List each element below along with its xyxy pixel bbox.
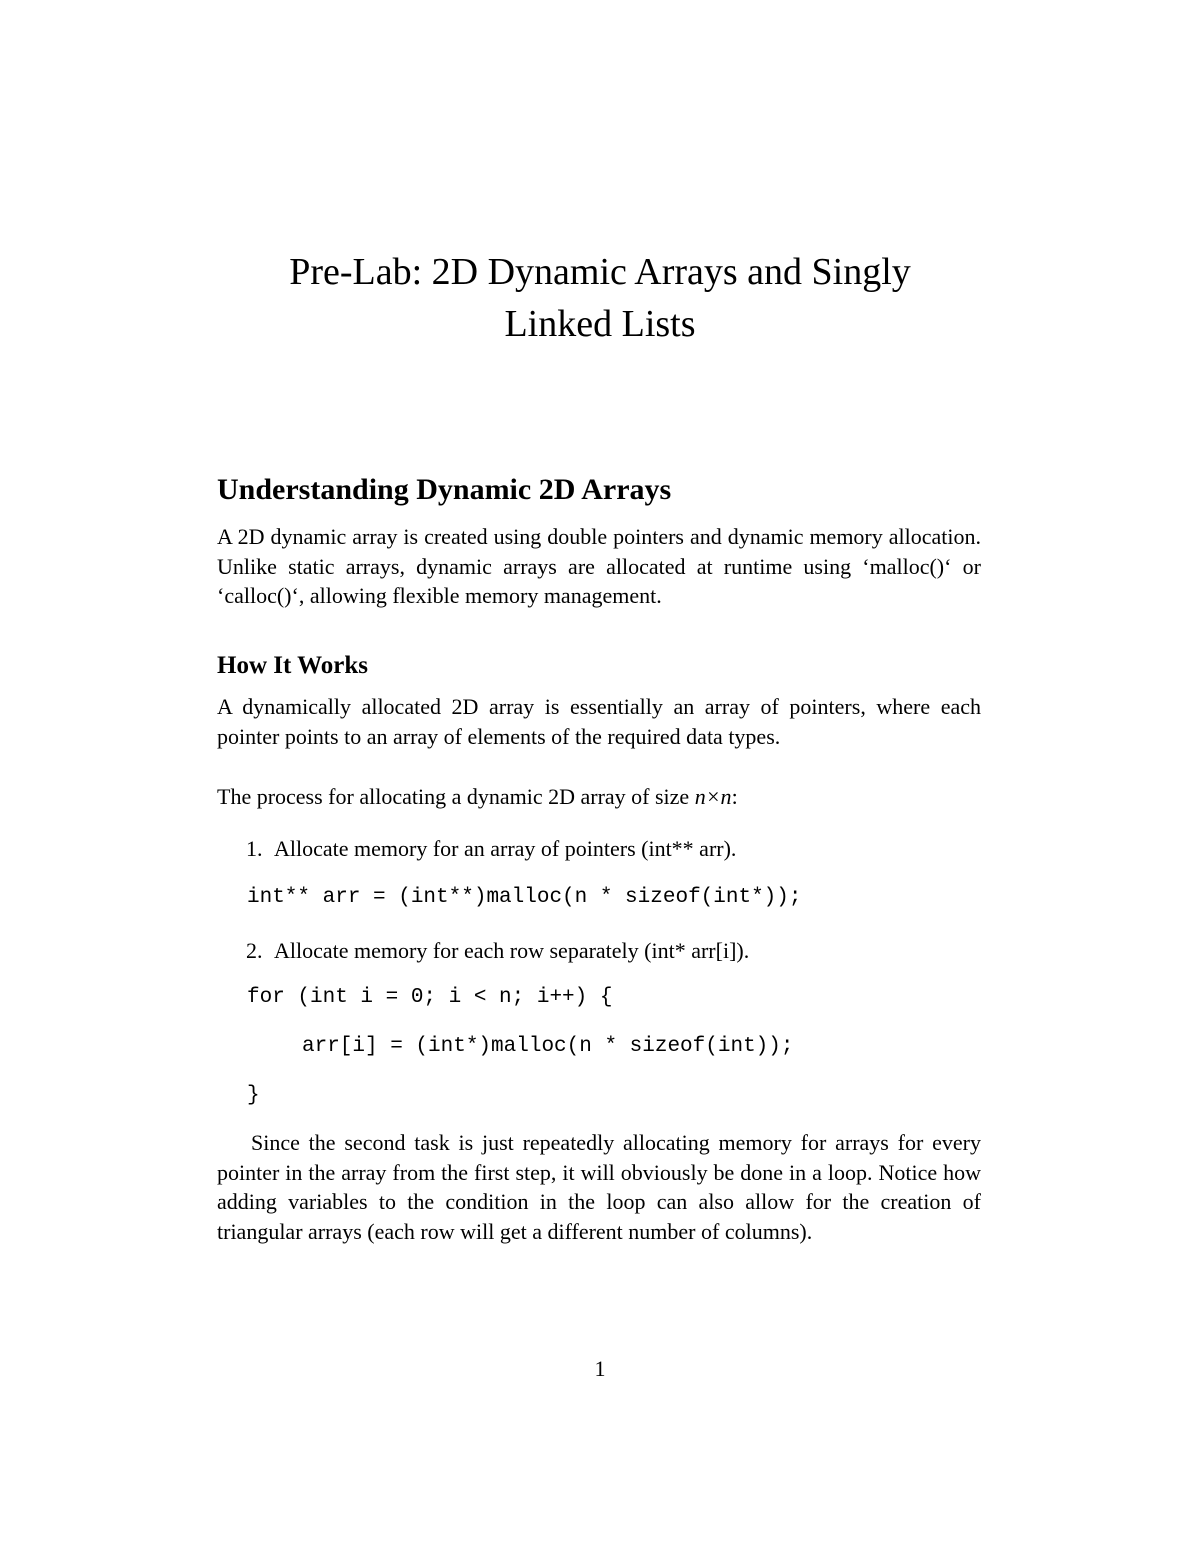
subheading-how-it-works: How It Works [217,652,368,679]
page-number: 1 [594,1356,606,1381]
process-intro-math: n×n [694,784,732,809]
section-heading: Understanding Dynamic 2D Arrays [217,473,672,506]
title-line-2: Linked Lists [504,303,696,345]
process-intro-prefix: The process for allocating a dynamic 2D array of size [217,784,695,809]
step-2-number: 2. [246,938,263,963]
title-line-1: Pre-Lab: 2D Dynamic Arrays and Singly [289,251,911,293]
code-step-2-line-1: for (int i = 0; i < n; i++) { [247,986,613,1009]
process-intro-suffix: : [731,784,738,809]
code-step-2-line-2: arr[i] = (int*)malloc(n * sizeof(int)); [302,1035,794,1058]
step-1 [246,834,736,864]
how-it-works-paragraph: A dynamically allocated 2D array is essentially an array of pointers, where each pointer points to an array of elements of the required data types. [217,694,981,749]
code-step-1: int** arr = (int**)malloc(n * sizeof(int*)); [247,886,802,909]
process-intro [217,782,981,812]
step-2-text: Allocate memory for each row separately (int* arr[i]). [274,938,750,963]
intro-paragraph: A 2D dynamic array is created using double pointers and dynamic memory allocation. Unlike static arrays, dynamic arrays are allocated at runtime using ‘malloc()‘ or ‘calloc()‘, allowing flexible memory management. [217,524,981,608]
document-title [200,246,1000,350]
closing-paragraph: Since the second task is just repeatedly allocating memory for arrays for every pointer in the array from the first step, it will obviously be done in a loop. Notice how adding variables to the condition in the loop can also allow for the creation of triangular arrays (each row will get a different number of columns). [217,1130,981,1244]
step-1-number: 1. [246,836,263,861]
step-2 [246,936,749,966]
step-1-text: Allocate memory for an array of pointers (int** arr). [274,836,737,861]
code-step-2-line-3: } [247,1084,260,1107]
